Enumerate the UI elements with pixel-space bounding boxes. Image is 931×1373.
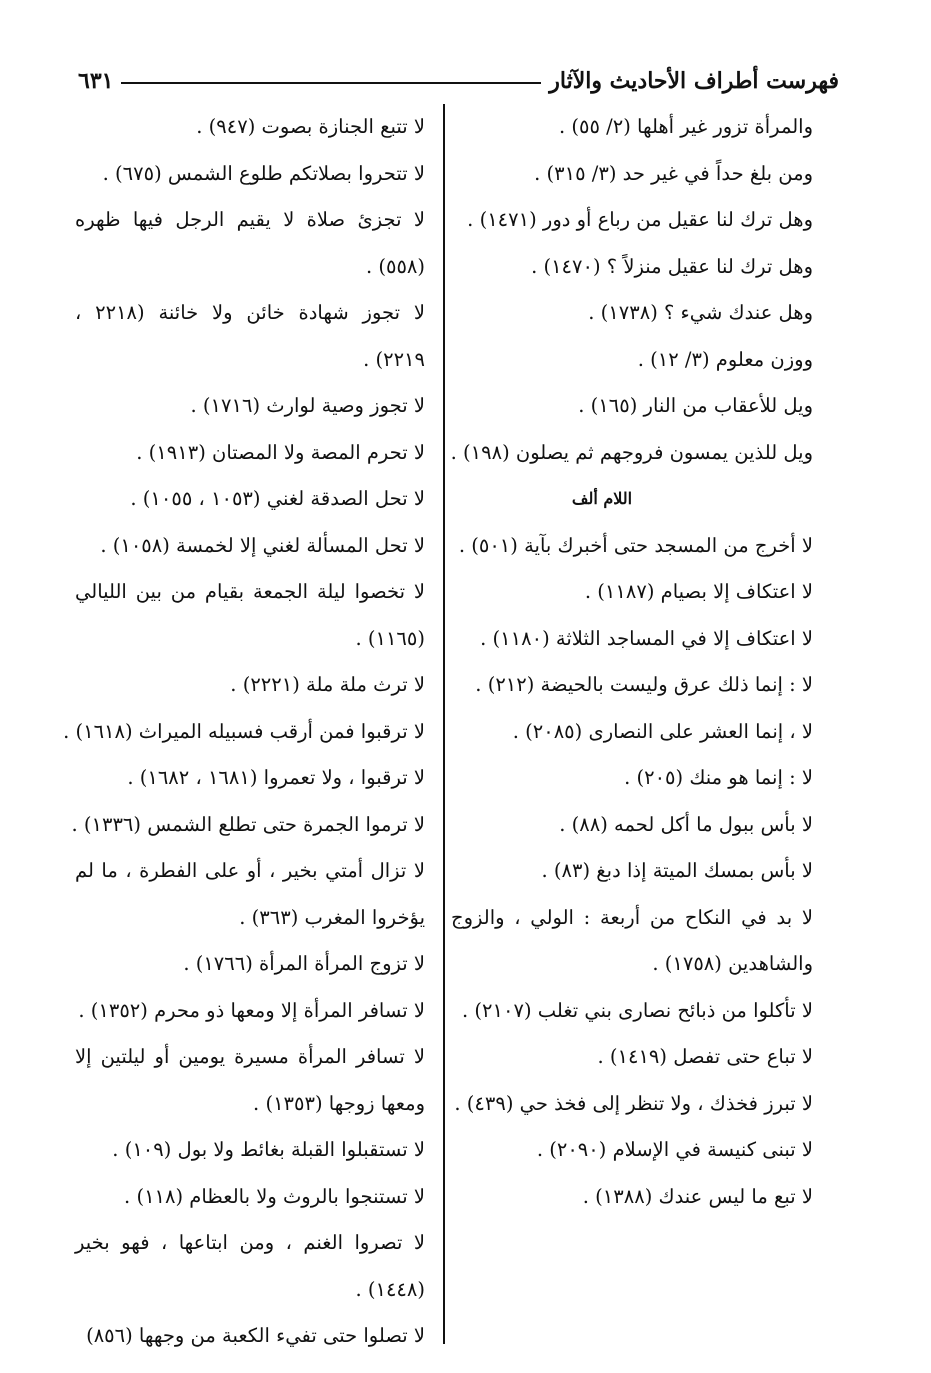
- index-entry: وهل عندك شيء ؟ (١٧٣٨) .: [588, 301, 813, 324]
- page-header: [78, 64, 839, 98]
- index-entry: لا تصلوا حتى تفيء الكعبة من وجهها (٨٥٦): [86, 1324, 425, 1347]
- index-entry: لا ترث ملة ملة (٢٢٢١) .: [230, 673, 425, 696]
- index-entry: لا تبنى كنيسة في الإسلام (٢٠٩٠) .: [536, 1138, 813, 1161]
- index-entry: لا تخصوا ليلة الجمعة بقيام من بين الليالي (١١٦٥) .: [75, 580, 425, 650]
- running-title: فهرست أطراف الأحاديث والآثار: [549, 68, 839, 94]
- index-entry: لا تزوج المرأة المرأة (١٧٦٦) .: [183, 952, 425, 975]
- index-entry: لا ترقبوا ، ولا تعمروا (١٦٨١ ، ١٦٨٢) .: [127, 766, 425, 789]
- left-column: [63, 104, 425, 1360]
- index-entry: لا اعتكاف إلا في المساجد الثلاثة (١١٨٠) .: [480, 626, 813, 650]
- index-entry: لا ترقبوا فمن أرقب فسبيله الميراث (١٦١٨) .: [63, 719, 425, 743]
- index-entry: ويل للأعقاب من النار (١٦٥) .: [578, 394, 813, 417]
- index-entry: لا ، إنما العشر على النصارى (٢٠٨٥) .: [512, 719, 813, 743]
- header-rule: [121, 82, 541, 84]
- index-entry: لا تحل المسألة لغني إلا لخمسة (١٠٥٨) .: [100, 533, 425, 557]
- section-heading: اللام ألف: [571, 489, 633, 508]
- index-entry: ومن بلغ حداً في غير حد (٣/ ٣١٥) .: [534, 161, 813, 185]
- index-entry: لا تأكلوا من ذبائح نصارى بني تغلب (٢١٠٧) .: [462, 998, 813, 1022]
- index-entry: لا بد في النكاح من أربعة : الولي ، والزوج والشاهدين (١٧٥٨) .: [451, 905, 813, 975]
- index-entry: لا تباع حتى تفصل (١٤١٩) .: [597, 1045, 813, 1068]
- index-entry: لا تصروا الغنم ، ومن ابتاعها ، فهو بخير (١٤٤٨) .: [75, 1231, 425, 1301]
- index-entry: لا تسافر المرأة إلا ومعها ذو محرم (١٣٥٢) .: [78, 998, 425, 1022]
- index-entry: لا تحرم المصة ولا المصتان (١٩١٣) .: [136, 440, 425, 464]
- index-entry: لا تجوز وصية لوارث (١٧١٦) .: [190, 394, 425, 417]
- index-entry: لا تستقبلوا القبلة بغائط ولا بول (١٠٩) .: [112, 1138, 425, 1161]
- index-entry: لا تستنجوا بالروث ولا بالعظام (١١٨) .: [124, 1184, 425, 1208]
- index-entry: لا تتبع الجنازة بصوت (٩٤٧) .: [196, 115, 425, 138]
- index-entry: لا بأس ببول ما أكل لحمه (٨٨) .: [559, 812, 813, 836]
- index-entry: لا بأس بمسك الميتة إذا دبغ (٨٣) .: [541, 859, 813, 882]
- index-entry: والمرأة تزور غير أهلها (٢/ ٥٥) .: [558, 115, 813, 138]
- column-divider: [443, 104, 445, 1344]
- page-number: ٦٣١: [78, 68, 114, 94]
- index-entry: لا اعتكاف إلا بصيام (١١٨٧) .: [584, 580, 813, 603]
- right-column: [451, 104, 813, 1220]
- index-entry: لا تجوز شهادة خائن ولا خائنة (٢٢١٨ ، ٢٢١٩) .: [75, 301, 425, 371]
- index-entry: لا تتحروا بصلاتكم طلوع الشمس (٦٧٥) .: [102, 161, 425, 185]
- index-entry: لا تحل الصدقة لغني (١٠٥٣ ، ١٠٥٥) .: [130, 487, 425, 510]
- index-entry: ويل للذين يمسون فروجهم ثم يصلون (١٩٨) .: [450, 440, 813, 464]
- index-entry: ووزن معلوم (٣/ ١٢) .: [637, 347, 813, 371]
- index-entry: لا تسافر المرأة مسيرة يومين أو ليلتين إلا ومعها زوجها (١٣٥٣) .: [75, 1045, 425, 1115]
- index-entry: وهل ترك لنا عقيل من رباع أو دور (١٤٧١) .: [467, 208, 813, 231]
- index-entry: لا : إنما ذلك عرق وليست بالحيضة (٢١٢) .: [475, 673, 813, 696]
- index-entry: لا تبرز فخذك ، ولا تنظر إلى فخذ حي (٤٣٩) .: [454, 1091, 813, 1115]
- index-entry: لا تبع ما ليس عندك (١٣٨٨) .: [582, 1184, 813, 1208]
- index-entry: وهل ترك لنا عقيل منزلاً ؟ (١٤٧٠) .: [531, 254, 813, 278]
- index-entry: لا تجزئ صلاة لا يقيم الرجل فيها ظهره (٥٥٨) .: [75, 208, 425, 278]
- index-entry: لا أخرج من المسجد حتى أخبرك بآية (٥٠١) .: [458, 533, 813, 557]
- index-entry: لا تزال أمتي بخير ، أو على الفطرة ، ما لم يؤخروا المغرب (٣٦٣) .: [75, 859, 425, 929]
- index-entry: لا : إنما هو منك (٢٠٥) .: [624, 766, 813, 789]
- index-entry: لا ترموا الجمرة حتى تطلع الشمس (١٣٣٦) .: [71, 812, 425, 836]
